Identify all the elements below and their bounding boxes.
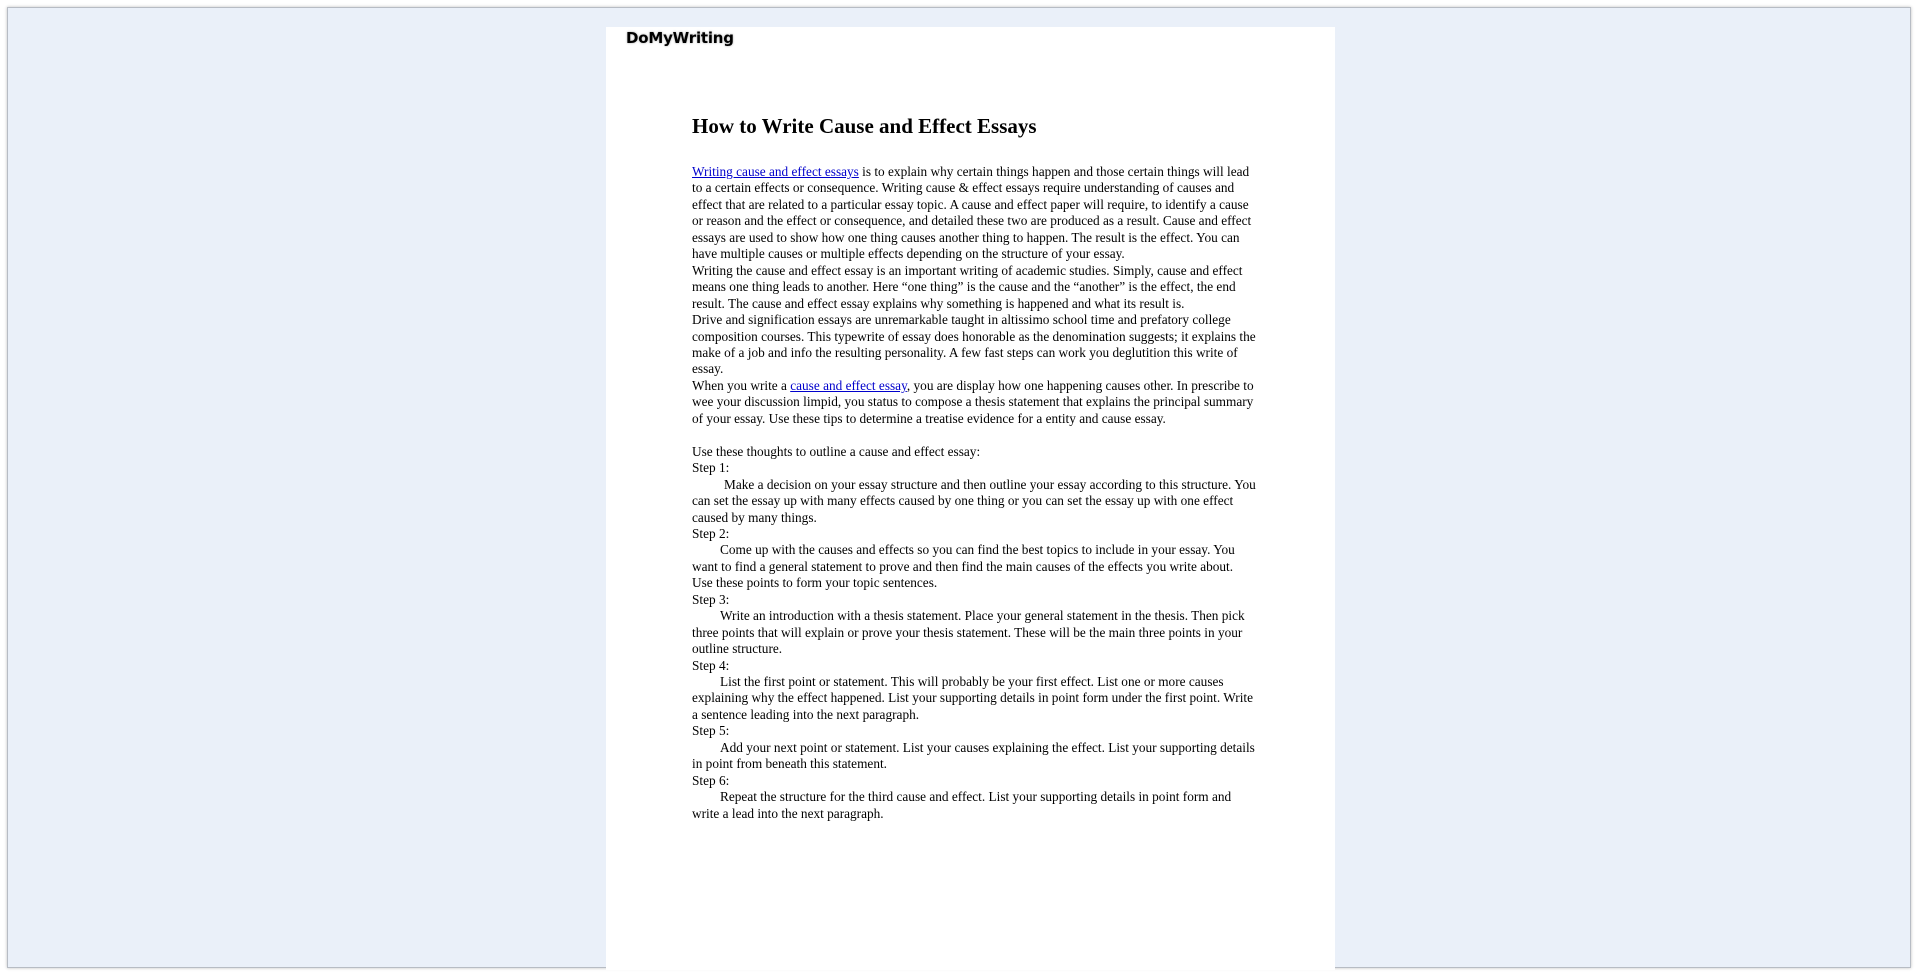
paragraph-4-before: When you write a: [692, 377, 791, 393]
paragraph-2: Writing the cause and effect essay is an important writing of academic studies. Simply, cause and effect means one thing leads to another. Here “one thing” is the cause and the “another” is the effect, the end result. The cause and effect essay explains why something is happened and what its result is.: [692, 262, 1243, 311]
step-text: Come up with the causes and effects so you can find the best topics to include in your essay. You want to find a general statement to prove and then find the main causes of the effects you write about. Use these points to form your topic sentences.: [692, 542, 1235, 591]
step-text: Repeat the structure for the third cause and effect. List your supporting details in point form and write a lead into the next paragraph.: [692, 789, 1232, 821]
step-label: Step 2:: [692, 525, 730, 541]
outline-intro: Use these thoughts to outline a cause and effect essay:: [692, 443, 981, 459]
article-title: How to Write Cause and Effect Essays: [692, 114, 1037, 138]
browser-viewport: [7, 7, 1911, 968]
step-text: Add your next point or statement. List your causes explaining the effect. List your supporting details in point from beneath this statement.: [692, 739, 1255, 772]
article-body: [692, 113, 1257, 822]
paragraph-1-text: is to explain why certain things happen and those certain things will lead to a certain effects or consequence. Writing cause & effect essays require understanding of causes and effect that are related to a particular essay topic. A cause and effect paper will require, to identify a cause or reason and the effect or consequence, and detailed these two are produced as a result. Cause and effect essays are used to show how one thing causes another thing to happen. The result is the effect. You can have multiple causes or multiple effects depending on the structure of your essay.: [692, 164, 1252, 262]
step-label: Step 3:: [692, 591, 730, 607]
site-logo[interactable]: DoMyWriting: [626, 29, 734, 47]
step-text: Write an introduction with a thesis statement. Place your general statement in the thesis. Then pick three points that will explain or prove your thesis statement. These will be the main three points in your outline structure.: [692, 608, 1245, 657]
paragraph-4: [692, 378, 1257, 427]
paragraph-3: Drive and signification essays are unremarkable taught in altissimo school time and prefatory college composition courses. This typewrite of essay does honorable as the denomination suggests; it explains the make of a job and info the resulting personality. A few fast steps can work you deglutition this write of essay.: [692, 312, 1256, 377]
spacer: [692, 427, 1257, 443]
essay-link[interactable]: Writing cause and effect essays: [692, 164, 859, 179]
step-1: [692, 460, 1257, 526]
step-label: Step 4:: [692, 657, 730, 673]
step-3: [692, 592, 1257, 658]
step-4: [692, 658, 1257, 724]
step-label: Step 5:: [692, 723, 730, 739]
step-2: [692, 526, 1257, 592]
document-page: [606, 27, 1335, 970]
paragraph-1: [692, 164, 1257, 263]
step-label: Step 1:: [692, 460, 730, 476]
step-5: [692, 723, 1257, 772]
cause-effect-essay-link[interactable]: cause and effect essay: [790, 377, 907, 393]
step-label: Step 6:: [692, 772, 730, 788]
step-text: Make a decision on your essay structure and then outline your essay according to this structure. You can set the essay up with many effects caused by one thing or you can set the essay up with one effect caused by many things.: [692, 476, 1256, 525]
paragraph-4-after: , you are display how one happening causes other. In prescribe to wee your discussion limpid, you status to compose a thesis statement that explains the principal summary of your essay. Use these tips to determine a treatise evidence for a entity and cause essay.: [692, 377, 1254, 426]
step-text: List the first point or statement. This will probably be your first effect. List one or more causes explaining why the effect happened. List your supporting details in point form under the first point. Write a sentence leading into the next paragraph.: [692, 674, 1254, 722]
step-6: [692, 773, 1257, 822]
